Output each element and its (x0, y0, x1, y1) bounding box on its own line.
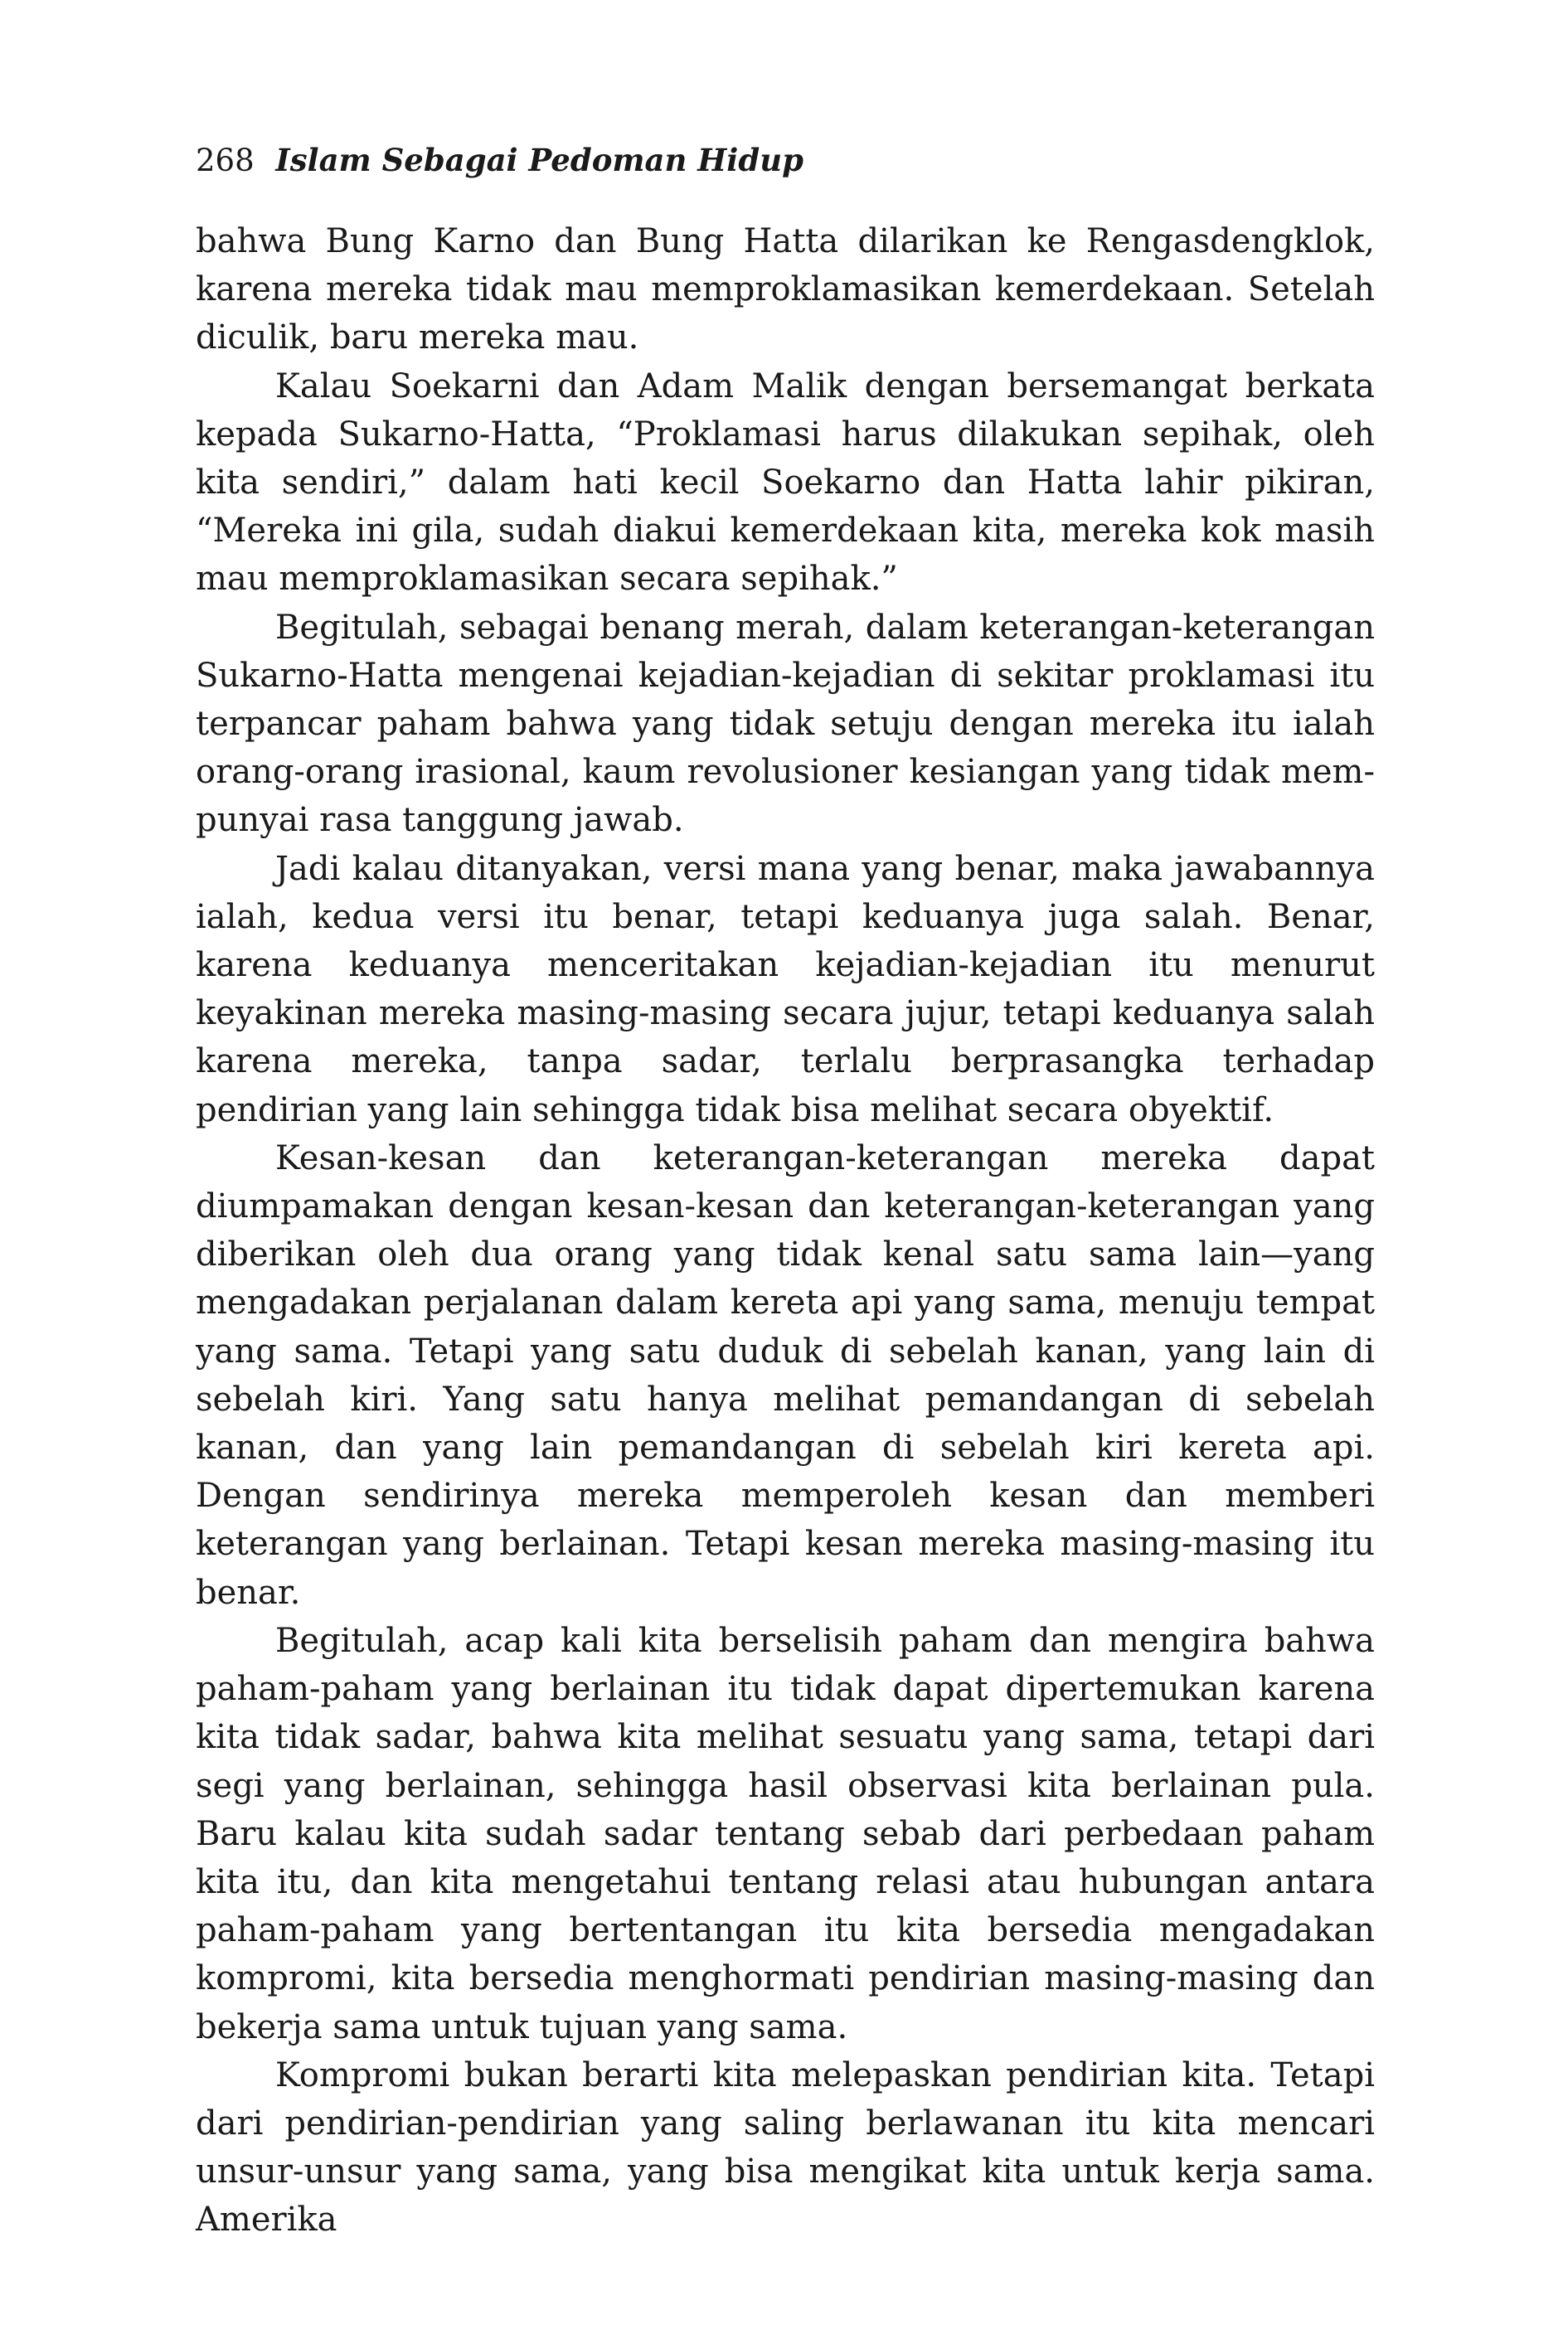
paragraph: Jadi kalau ditanyakan, versi mana yang benar, maka jawabannya ialah, kedua versi itu benar, tetapi keduanya juga salah. Benar, karena keduanya menceritakan kejadian-kejadian itu menurut keyakinan mereka masing-masing secara jujur, tetapi keduanya salah karena mereka, tanpa sadar, terlalu berprasangka terhadap pendirian yang lain sehingga tidak bisa melihat secara obyektif. (196, 849, 1375, 1129)
page-number: 268 (196, 143, 255, 178)
body-text (196, 217, 1375, 2245)
paragraph: Begitulah, acap kali kita berselisih paham dan mengira bahwa paham-paham yang berlainan itu tidak dapat dipertemukan karena kita tidak sadar, bahwa kita melihat sesuatu yang sama, tetapi dari segi yang berlainan, sehingga hasil observasi kita berlainan pula. Baru kalau kita sudah sadar tentang sebab dari perbedaan paham kita itu, dan kita mengetahui tentang relasi atau hubungan antara paham-paham yang bertentangan itu kita bersedia mengadakan kompromi, kita bersedia menghormati pendirian masing-masing dan bekerja sama untuk tujuan yang sama. (196, 1621, 1375, 2046)
running-header (196, 141, 803, 180)
paragraph: Kompromi bukan berarti kita melepaskan pendirian kita. Tetapi dari pendirian-pendirian yang saling berlawanan itu kita mencari unsur-unsur yang sama, yang bisa mengikat kita untuk kerja sama. Amerika (196, 2055, 1375, 2240)
paragraph: Begitulah, sebagai benang merah, dalam keterangan-keterangan Sukarno-Hatta mengenai kejadian-kejadian di sekitar proklamasi itu terpancar paham bahwa yang tidak setuju dengan mereka itu ialah orang-orang irasional, kaum revolusioner kesiangan yang tidak mempunyai rasa tanggung jawab. (196, 608, 1375, 840)
paragraph: Kesan-kesan dan keterangan-keterangan mereka dapat diumpamakan dengan kesan-kesan dan keterangan-keterangan yang diberikan oleh dua orang yang tidak kenal satu sama lain—yang mengadakan perjalanan dalam kereta api yang sama, menuju tempat yang sama. Tetapi yang satu duduk di sebelah kanan, yang lain di sebelah kiri. Yang satu hanya melihat pemandangan di sebelah kanan, dan yang lain pemandangan di sebelah kiri kereta api. Dengan sendirinya mereka memperoleh kesan dan memberi keterangan yang berlainan. Tetapi kesan mereka masing-masing itu benar. (196, 1138, 1375, 1612)
paragraph-continuation: bahwa Bung Karno dan Bung Hatta dilarikan ke Rengasdengklok, karena mereka tidak mau memproklamasikan kemerdekaan. Setelah diculik, baru mereka mau. (196, 222, 1375, 357)
paragraph: Kalau Soekarni dan Adam Malik dengan bersemangat berkata kepada Sukarno-Hatta, “Proklamasi harus dilakukan sepihak, oleh kita sendiri,” dalam hati kecil Soekarno dan Hatta lahir pikiran, “Mereka ini gila, sudah diakui kemerdekaan kita, mereka kok masih mau memproklamasikan secara sepihak.” (196, 366, 1375, 599)
book-title: Islam Sebagai Pedoman Hidup (275, 142, 803, 178)
